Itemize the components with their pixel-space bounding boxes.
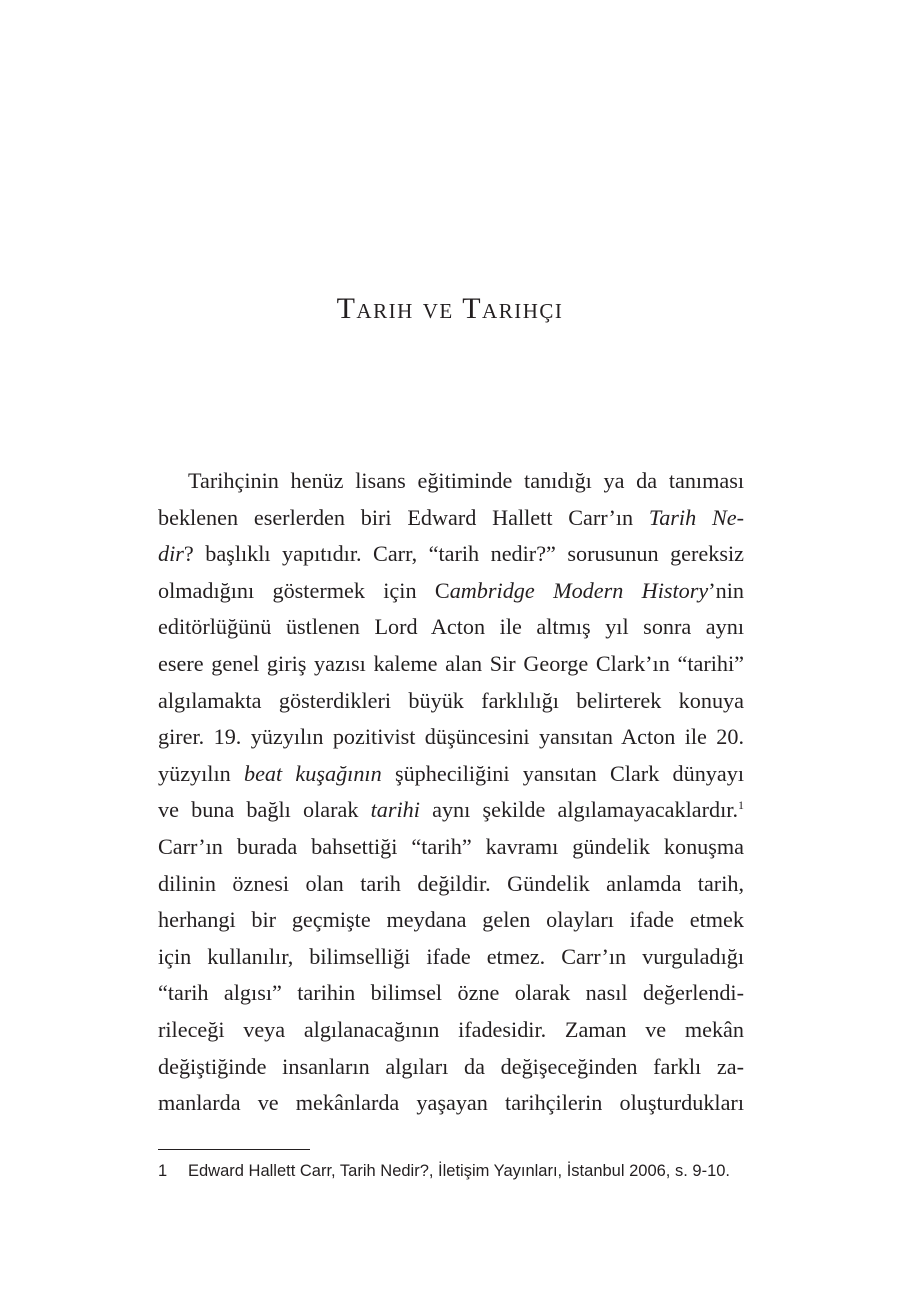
- text-line: [158, 683, 744, 720]
- text-run: algılamakta gösterdikleri büyük farklılığı belirterek konuya: [158, 687, 744, 713]
- text-run: beklenen eserlerden biri Edward Hallett Carr’ın: [158, 504, 649, 530]
- text-run: olmadığını göstermek için C: [158, 577, 450, 603]
- text-run: girer. 19. yüzyılın pozitivist düşüncesini yansıtan Acton ile 20.: [158, 724, 744, 750]
- text-run: “tarih algısı” tarihin bilimsel özne olarak nasıl değerlendi-: [158, 980, 744, 1006]
- text-line: [158, 792, 744, 829]
- text-run: editörlüğünü üstlenen Lord Acton ile altmış yıl sonra aynı: [158, 614, 744, 640]
- text-line: [158, 902, 744, 939]
- text-run: esere genel giriş yazısı kaleme alan Sir George Clark’ın “tarihi”: [158, 650, 744, 676]
- body-paragraph: [158, 463, 744, 1122]
- italic-title-run: ambridge Modern History: [449, 577, 709, 603]
- text-line: [158, 719, 744, 756]
- text-line: [158, 646, 744, 683]
- text-run: herhangi bir geçmişte meydana gelen olayları ifade etmek: [158, 907, 744, 933]
- footnote-text: Edward Hallett Carr, Tarih Nedir?, İletişim Yayınları, İstanbul 2006, s. 9-10.: [188, 1162, 731, 1180]
- text-line: [158, 829, 744, 866]
- italic-title-run: dir: [158, 541, 184, 567]
- text-line: [158, 939, 744, 976]
- text-line: [158, 1012, 744, 1049]
- text-run: manlarda ve mekânlarda yaşayan tarihçilerin oluşturdukları: [158, 1090, 744, 1116]
- text-line: [158, 500, 744, 537]
- text-run: yüzyılın: [158, 760, 244, 786]
- text-line: [158, 866, 744, 903]
- text-run: için kullanılır, bilimselliği ifade etmez. Carr’ın vurguladığı: [158, 943, 744, 969]
- text-run: ? başlıklı yapıtıdır. Carr, “tarih nedir?” sorusunun gereksiz: [183, 541, 744, 567]
- footnote-reference[interactable]: 1: [738, 798, 744, 813]
- footnote: [158, 1158, 758, 1184]
- text-run: ve buna bağlı olarak: [158, 797, 371, 823]
- text-line: [158, 975, 744, 1012]
- italic-term-run: beat kuşağının: [243, 760, 382, 786]
- chapter-title: Tarih ve Tarihçi: [336, 292, 564, 325]
- footnote-separator: [158, 1149, 310, 1150]
- text-run: aynı şekilde algılamayacaklardır.: [419, 797, 738, 823]
- italic-term-run: tarihi: [370, 797, 420, 823]
- text-line: [158, 1085, 744, 1122]
- text-run: Carr’ın burada bahsettiği “tarih” kavramı gündelik konuşma: [158, 833, 744, 859]
- text-run: Tarihçinin henüz lisans eğitiminde tanıdığı ya da tanıması: [188, 468, 744, 493]
- text-line: [158, 756, 744, 793]
- text-run: rileceği veya algılanacağının ifadesidir. Zaman ve mekân: [158, 1016, 744, 1042]
- text-run: ’nin: [708, 577, 744, 603]
- text-line: [158, 536, 744, 573]
- text-run: değiştiğinde insanların algıları da değişeceğinden farklı za-: [158, 1053, 744, 1079]
- footnote-number: 1: [158, 1162, 168, 1180]
- text-line: [158, 573, 744, 610]
- italic-title-run: Tarih Ne-: [648, 504, 744, 530]
- text-run: şüpheciliğini yansıtan Clark dünyayı: [381, 760, 745, 786]
- text-line: [158, 609, 744, 646]
- text-line: [158, 463, 744, 500]
- text-run: dilinin öznesi olan tarih değildir. Gündelik anlamda tarih,: [158, 870, 744, 896]
- text-line: [158, 1049, 744, 1086]
